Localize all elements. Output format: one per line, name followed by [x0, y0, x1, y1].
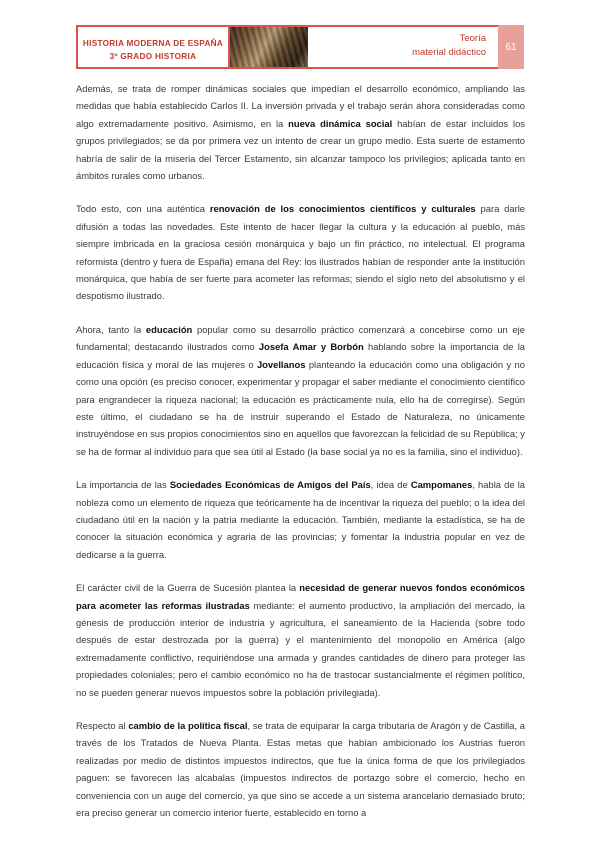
material-label-line2: material didáctico — [412, 47, 486, 58]
paragraph — [76, 717, 525, 821]
text-run: Todo esto, con una auténtica — [76, 203, 210, 215]
paragraph — [76, 321, 525, 460]
paragraph — [76, 200, 525, 304]
material-label — [412, 32, 486, 60]
header-top-rule — [308, 25, 502, 27]
bold-term: educación — [145, 323, 193, 335]
bold-term: renovación de los conocimientos científicos y culturales — [209, 203, 476, 215]
bold-term: Sociedades Económicas de Amigos del País — [169, 479, 371, 491]
text-run: hablando sobre la importancia de la educación física y moral de las mujeres o — [76, 341, 525, 370]
text-run: para darle difusión a todas las novedades. Este intento de hacer llegar la cultura y la educación al pueblo, más siempre imbricada en la graciosa cesión monárquica y bajo un fin práctico, no intelectual. El programa reformista (dentro y fuera de España) emana del Rey: los ilustrados habían de responder ante la institución monárquica, que había de ser fuerte para acometer las reformas; siendo el siglo neto del absolutismo y el despotismo ilustrado. — [76, 203, 526, 302]
text-run: , idea de — [370, 479, 411, 491]
material-label-line1: Teoría — [459, 33, 486, 44]
course-title: HISTORIA MODERNA DE ESPAÑA — [82, 39, 224, 48]
text-run: El carácter civil de la Guerra de Sucesión plantea la — [76, 582, 300, 594]
header-bottom-rule — [308, 67, 502, 69]
text-run: Además, se trata de romper dinámicas sociales que impedían el desarrollo económico, ampliando las medidas que había establecido Carlos II. La inversión privada y el trabajo serán ahora consideradas como algo extremadamente positivo. Asimismo, en la — [76, 83, 525, 129]
text-run: La importancia de las — [76, 479, 170, 491]
text-run: habían de estar incluidos los grupos privilegiados; se da por primera vez un intento de crear un grupo medio. Esta suerte de estamento habría de salir de la miseria del Tercer Estamento, sin alcanzar tampoco los privilegios; aplicada tanto en ámbitos rurales como urbanos. — [76, 117, 525, 182]
paragraph — [76, 80, 525, 184]
text-run: planteando la educación como una obligación y no como una opción (es preciso conocer, experimentar y propagar el saber mediante el conocimiento científico para engrandecer la riqueza nacional; la educación es prácticamente nula, ello ha de corregirse). Según este último, el ciudadano se ha de instruir superando el Estado de Naturaleza, no únicamente instruyéndose en sus propios conocimientos sino en aquellos que favorezcan la felicidad de su República; y se ha de formar al individuo para que sea útil al Estado (la base social ya no es la familia, sino el individuo). — [76, 358, 525, 457]
bold-term: Campomanes — [410, 479, 473, 491]
bold-term: nueva dinámica social — [288, 117, 393, 129]
page-number: 61 — [498, 25, 524, 69]
course-subtitle: 3º GRADO HISTORIA — [109, 52, 197, 61]
text-run: Ahora, tanto la — [76, 323, 146, 335]
bold-term: necesidad de generar nuevos fondos económicos para acometer las reformas ilustradas — [76, 582, 525, 611]
text-run: popular como su desarrollo práctico comenzará a concebirse como un eje fundamental; destacando ilustrados como — [76, 323, 525, 353]
paragraph — [76, 476, 525, 563]
bold-term: Jovellanos — [256, 358, 306, 370]
bold-term: cambio de la política fiscal — [128, 720, 248, 731]
text-run: mediante: el aumento productivo, la ampliación del mercado, la génesis de producción interior de industria y agricultura, el saneamiento de la Hacienda (sobre todo después de estar destrozada por la guerra) y el mantenimiento del monopolio en América (algo extremadamente conflictivo, requiriéndose una armada y grandes cantidades de dinero para proteger las propiedades coloniales; pero el cambio económico no ha de trastocar sustancialmente el régimen político, no se pueden generar nuevos impuestos sobre la población privilegiada). — [76, 599, 525, 698]
body-text — [76, 80, 525, 837]
text-run: , se trata de equiparar la carga tributaria de Aragón y de Castilla, a través de los Tratados de Nueva Planta. Estas metas que habían ambicionado los Austrias fueron realizadas por medio de distintos impuestos indirectos, que fue la única forma de que los privilegiados paguen: se favorecen las alcabalas (impuestos indirectos de portazgo sobre el comercio, hecho en conveniencia con un auge del comercio, ya que sino se accede a un sistema arancelario demasiado bruto; era preciso generar un comercio interior fuerte, establecido en torno a — [76, 720, 525, 819]
text-run: Respecto al — [76, 720, 129, 731]
page-header — [76, 25, 524, 71]
paragraph — [76, 579, 525, 701]
course-title-box — [76, 25, 230, 69]
text-run: , habla de la nobleza como un elemento de riqueza que teóricamente ha de incentivar la riqueza del pueblo; o la idea del ciudadano útil en la nación y la patria mediante la educación. También, mediante la estadística, se ha de conocer la situación económica y agraria de las provincias; y fomentar la industria popular en vez de dedicarse a la guerra. — [76, 479, 525, 560]
bold-term: Josefa Amar y Borbón — [258, 341, 364, 353]
header-banner-image — [230, 25, 308, 69]
